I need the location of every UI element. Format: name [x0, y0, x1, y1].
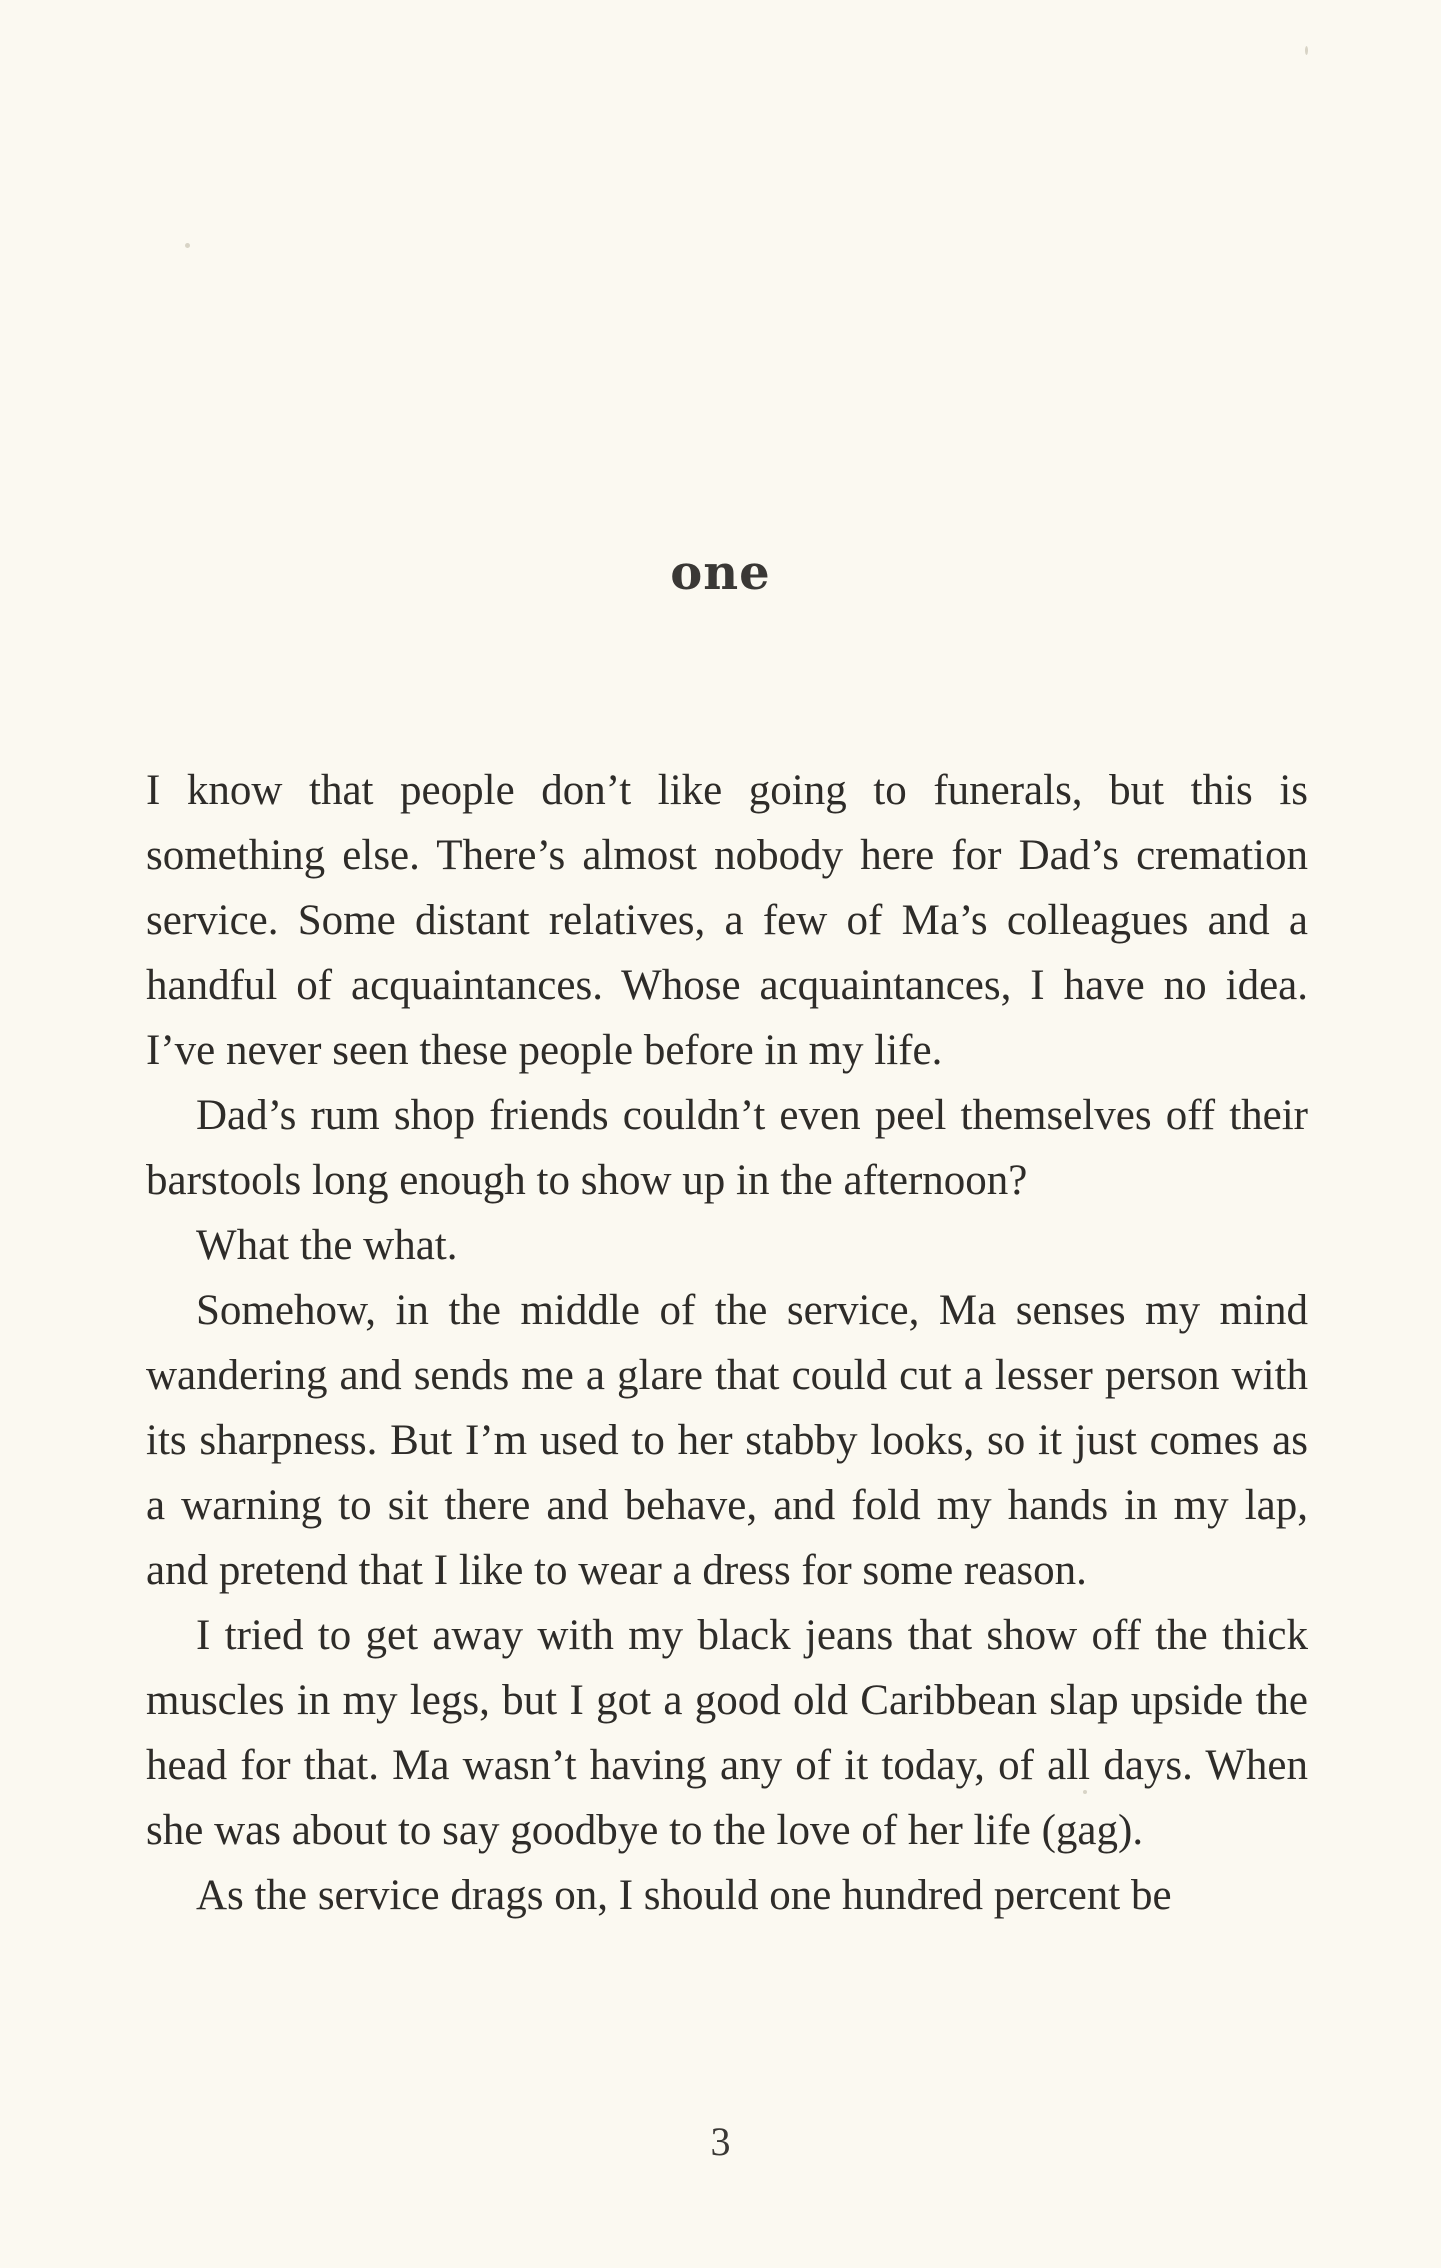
paragraph-4: Somehow, in the middle of the service, Ma senses my mind wandering and sends me a glare that could cut a lesser person with its sharpness. But I’m used to her stabby looks, so it just comes as a warning to sit there and behave, and fold my hands in my lap, and pretend that I like to wear a dress for some reason.: [146, 1287, 1308, 1594]
paper-speck: [185, 243, 190, 248]
paragraph-3: What the what.: [196, 1222, 458, 1269]
paragraph-5: I tried to get away with my black jeans that show off the thick muscles in my legs, but I got a good old Caribbean slap upside the head for that. Ma wasn’t having any of it today, of all days. When she was about to say goodbye to the love of her life (gag).: [146, 1612, 1308, 1854]
paper-speck: [1305, 46, 1308, 55]
chapter-title: one: [670, 545, 771, 601]
paragraph-6: As the service drags on, I should one hundred percent be: [196, 1872, 1172, 1919]
paragraph-1: I know that people don’t like going to funerals, but this is something else. There’s almost nobody here for Dad’s cremation service. Some distant relatives, a few of Ma’s colleagues and a handful of acquaintances. Whose acquaintances, I have no idea. I’ve never seen these people before in my life.: [146, 767, 1308, 1074]
paragraph-2: Dad’s rum shop friends couldn’t even peel themselves off their barstools long enough to show up in the afternoon?: [146, 1092, 1308, 1204]
paper-speck: [1083, 1790, 1087, 1794]
page-number: 3: [710, 2119, 731, 2164]
chapter-body: [146, 758, 1308, 1928]
